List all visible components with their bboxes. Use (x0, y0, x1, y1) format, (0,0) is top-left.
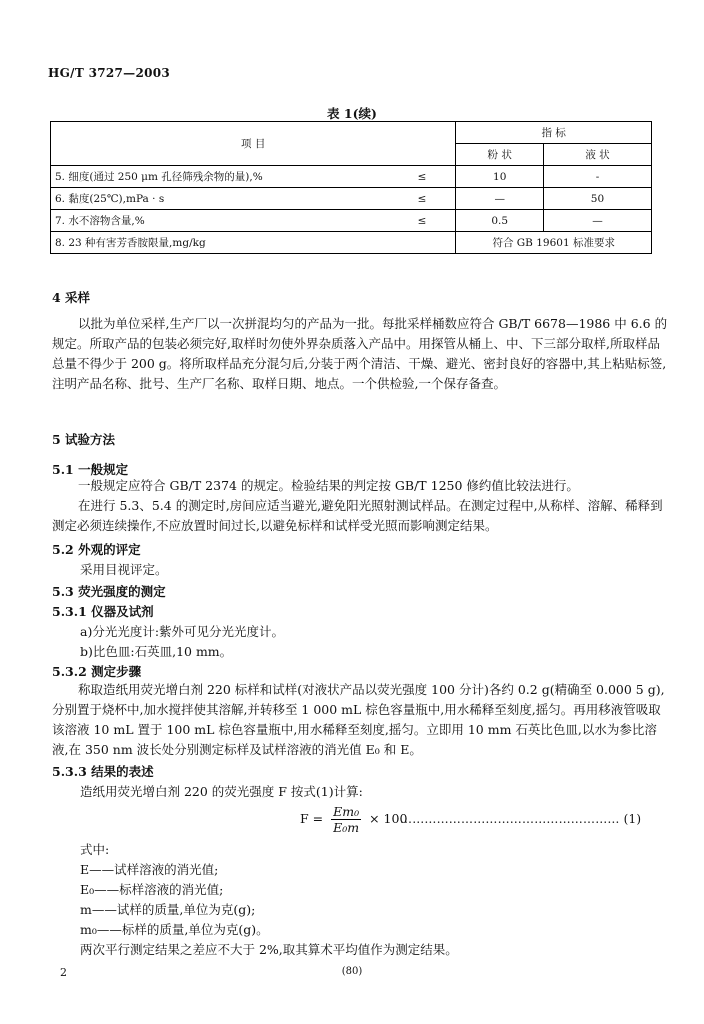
row-liquid: - (543, 166, 651, 188)
section-5-3-1-item-b: b)比色皿:石英皿,10 mm。 (80, 644, 233, 659)
row-symbol: ≤ (389, 166, 456, 188)
row-item: 6. 黏度(25℃),mPa · s (51, 188, 389, 210)
definition-item: E₀——标样溶液的消光值; (80, 882, 224, 897)
definition-item: m——试样的质量,单位为克(g); (80, 902, 256, 917)
formula (300, 804, 407, 835)
row-powder: — (456, 188, 544, 210)
where-label: 式中: (80, 842, 110, 857)
page-number: 2 (60, 966, 67, 979)
section-5-3-2-paragraph: 称取造纸用荧光增白剂 220 标样和试样(对液状产品以荧光强度 100 分计)各约 0.2 g(精确至 0.000 5 g),分别置于烧杯中,加水搅拌使其溶解,并转移至 1 000 mL 棕色容量瓶中,用水稀释至刻度,摇匀。再用移液管吸取该溶液 10 mL 置于 100 mL 棕色容量瓶中,用水稀释至刻度,摇匀。立即用 10 mm 石英比色皿,以水为参比溶液,在 350 nm 波长处分别测定标样及试样溶液的消光值 E₀ 和 E。 (52, 682, 665, 757)
row-liquid: 50 (543, 188, 651, 210)
table-row (51, 232, 652, 254)
row-symbol: ≤ (389, 210, 456, 232)
spec-table (50, 121, 652, 254)
section-4-paragraph: 以批为单位采样,生产厂以一次拼混均匀的产品为一批。每批采样桶数应符合 GB/T 6678—1986 中 6.6 的规定。所取产品的包装必须完好,取样时勿使外界杂质落入产品中。用探管从桶上、中、下三部分取样,所取样品总量不得少于 200 g。将所取样品充分混匀后,分装于两个清洁、干燥、避光、密封良好的容器中,其上粘贴标签,注明产品名称、批号、生产厂名称、取样日期、地点。一个供检验,一个保存备查。 (52, 316, 668, 391)
section-5-3-heading: 5.3 荧光强度的测定 (52, 584, 166, 599)
row-item: 7. 水不溶物含量,% (51, 210, 389, 232)
section-5-2-heading: 5.2 外观的评定 (52, 542, 141, 557)
row-merged-value: 符合 GB 19601 标准要求 (456, 232, 652, 254)
section-5-1-heading: 5.1 一般规定 (52, 462, 129, 477)
section-5-heading: 5 试验方法 (52, 432, 116, 447)
header-liquid: 液 状 (543, 144, 651, 166)
table-title: 表 1(续) (327, 106, 377, 121)
formula-numerator: Em₀ (333, 804, 360, 819)
row-liquid: — (543, 210, 651, 232)
definition-item: m₀——标样的质量,单位为克(g)。 (80, 922, 269, 937)
header-indicator: 指 标 (456, 122, 652, 144)
row-item: 5. 细度(通过 250 μm 孔径筛残余物的量),% (51, 166, 389, 188)
formula-denominator: E₀m (333, 820, 360, 835)
section-5-2-paragraph: 采用目视评定。 (80, 562, 168, 577)
row-powder: 0.5 (456, 210, 544, 232)
definition-item: E——试样溶液的消光值; (80, 862, 219, 877)
row-item: 8. 23 种有害芳香胺限量,mg/kg (51, 232, 456, 254)
result-statement: 两次平行测定结果之差应不大于 2%,取其算术平均值作为测定结果。 (80, 942, 458, 957)
section-5-3-1-heading: 5.3.1 仪器及试剂 (52, 604, 154, 619)
header-powder: 粉 状 (456, 144, 544, 166)
section-5-3-3-heading: 5.3.3 结果的表述 (52, 764, 154, 779)
section-5-3-2-heading: 5.3.2 测定步骤 (52, 664, 142, 679)
table-header-row (51, 122, 652, 144)
section-5-1-paragraph-2: 在进行 5.3、5.4 的测定时,房间应适当避光,避免阳光照射测试样品。在测定过程中,从称样、溶解、稀释到测定必须连续操作,不应放置时间过长,以避免标样和试样受光照而影响测定结果。 (52, 498, 663, 533)
formula-lhs: F = (300, 811, 324, 826)
section-5-3-3-intro: 造纸用荧光增白剂 220 的荧光强度 F 按式(1)计算: (80, 784, 363, 799)
table-row (51, 188, 652, 210)
table-row (51, 166, 652, 188)
standard-number: HG/T 3727—2003 (48, 66, 171, 80)
formula-fraction (331, 804, 361, 835)
row-symbol: ≤ (389, 188, 456, 210)
section-4-heading: 4 采样 (52, 290, 91, 305)
formula-number: ……………………………………………… (1) (400, 812, 642, 826)
table-row (51, 210, 652, 232)
section-5-1-paragraph-1: 一般规定应符合 GB/T 2374 的规定。检验结果的判定按 GB/T 1250 修约值比较法进行。 (78, 478, 579, 493)
section-5-3-1-item-a: a)分光光度计:紫外可见分光光度计。 (80, 624, 285, 639)
header-item: 项 目 (51, 122, 456, 166)
formula-multiplier: × 100 (369, 811, 408, 826)
row-powder: 10 (456, 166, 544, 188)
footer-page-code: (80) (341, 966, 363, 977)
